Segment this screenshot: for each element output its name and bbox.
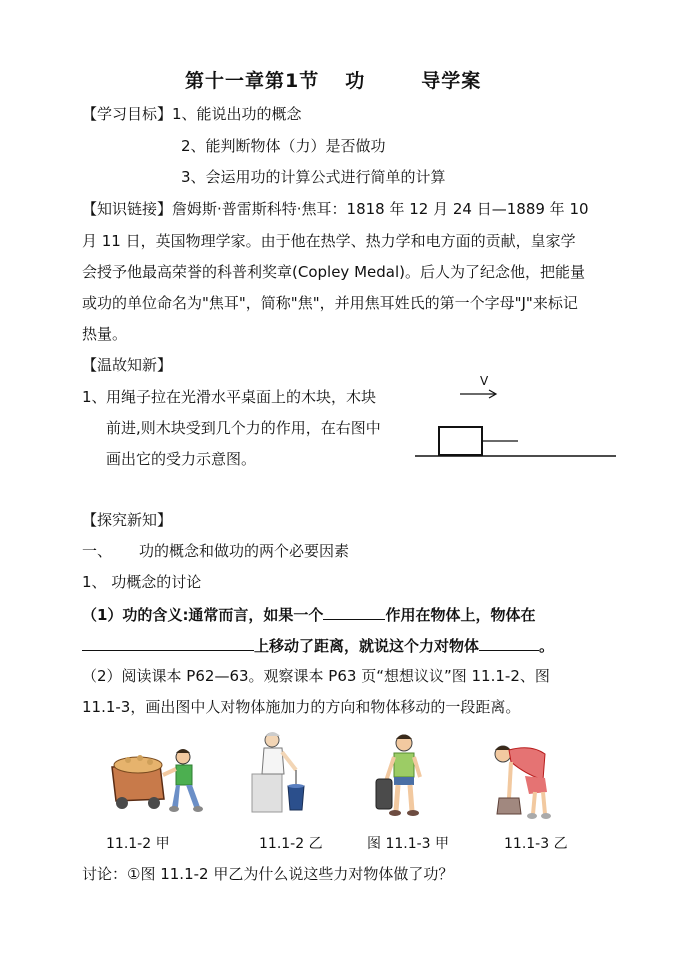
title-section-num: 1	[285, 70, 300, 92]
blank-work[interactable]	[479, 634, 539, 651]
figure-lifting-bucket	[250, 730, 320, 815]
def-text: 上移动了距离，就说这个力对物体	[254, 637, 480, 655]
explore-label: 【探究新知】	[82, 511, 173, 529]
page-title	[185, 66, 481, 93]
review-line: 用绳子拉在光滑水平桌面上的木块，木块	[106, 388, 377, 406]
review-q-num: 1、	[82, 388, 107, 406]
objectives-label: 【学习目标】	[82, 105, 173, 123]
def-text: 作用在物体上，物体在	[385, 606, 536, 624]
work-definition-line-2	[82, 634, 554, 656]
blank-direction[interactable]	[82, 634, 254, 651]
wood-block	[439, 427, 482, 455]
title-section: 节	[299, 70, 320, 92]
title-topic: 功	[345, 70, 366, 92]
velocity-label: V	[480, 374, 489, 388]
knowledge-link-label: 【知识链接】	[82, 200, 173, 218]
title-kind: 导学案	[421, 70, 482, 92]
knowledge-line: 会授予他最高荣誉的科普利奖章(Copley Medal)。后人为了纪念他，把能量	[82, 263, 585, 281]
review-line: 画出它的受力示意图。	[106, 450, 257, 468]
objective-item: 1、能说出功的概念	[172, 105, 302, 123]
reading-line: 11.1-3，画出图中人对物体施加力的方向和物体移动的一段距离。	[82, 698, 521, 716]
figure-caption: 11.1-2 甲	[106, 836, 170, 852]
title-chapter: 第十一章第	[185, 70, 286, 92]
figure-caption: 11.1-3 乙	[504, 836, 568, 852]
knowledge-line: 月 11 日，英国物理学家。由于他在热学、热力学和电方面的贡献，皇家学	[82, 232, 576, 250]
block-on-table-figure	[410, 385, 620, 465]
section-num: 一、	[82, 542, 113, 560]
figure-holding-bag	[372, 733, 432, 818]
def-text: 。	[539, 637, 555, 655]
review-line: 前进,则木块受到几个力的作用，在右图中	[106, 419, 381, 437]
blank-force[interactable]	[323, 603, 385, 620]
figure-pushing-cart	[108, 745, 208, 815]
figure-bending-lift	[485, 740, 560, 820]
figure-caption: 11.1-2 乙	[259, 836, 323, 852]
work-definition-line-1	[82, 603, 535, 625]
def-text: （1）功的含义:通常而言，如果一个	[82, 606, 324, 624]
objectives-line-1	[82, 104, 302, 124]
knowledge-text: 詹姆斯·普雷斯科特·焦耳：1818 年 12 月 24 日—1889 年 10	[172, 200, 589, 218]
review-label: 【温故知新】	[82, 356, 173, 374]
knowledge-line: 热量。	[82, 325, 128, 343]
sub-heading: 1、 功概念的讨论	[82, 573, 202, 591]
objective-item: 2、能判断物体（力）是否做功	[181, 137, 386, 155]
figure-caption: 图 11.1-3 甲	[367, 836, 450, 852]
discussion-question: 讨论：①图 11.1-2 甲乙为什么说这些力对物体做了功？	[82, 865, 454, 883]
knowledge-line: 或功的单位命名为"焦耳"，简称"焦"，并用焦耳姓氏的第一个字母"J"来标记	[82, 294, 578, 312]
objective-item: 3、会运用功的计算公式进行简单的计算	[181, 168, 446, 186]
knowledge-line	[82, 199, 589, 219]
section-title: 功的概念和做功的两个必要因素	[139, 542, 350, 560]
reading-line: （2）阅读课本 P62—63。观察课本 P63 页“想想议议”图 11.1-2、图	[82, 667, 550, 685]
